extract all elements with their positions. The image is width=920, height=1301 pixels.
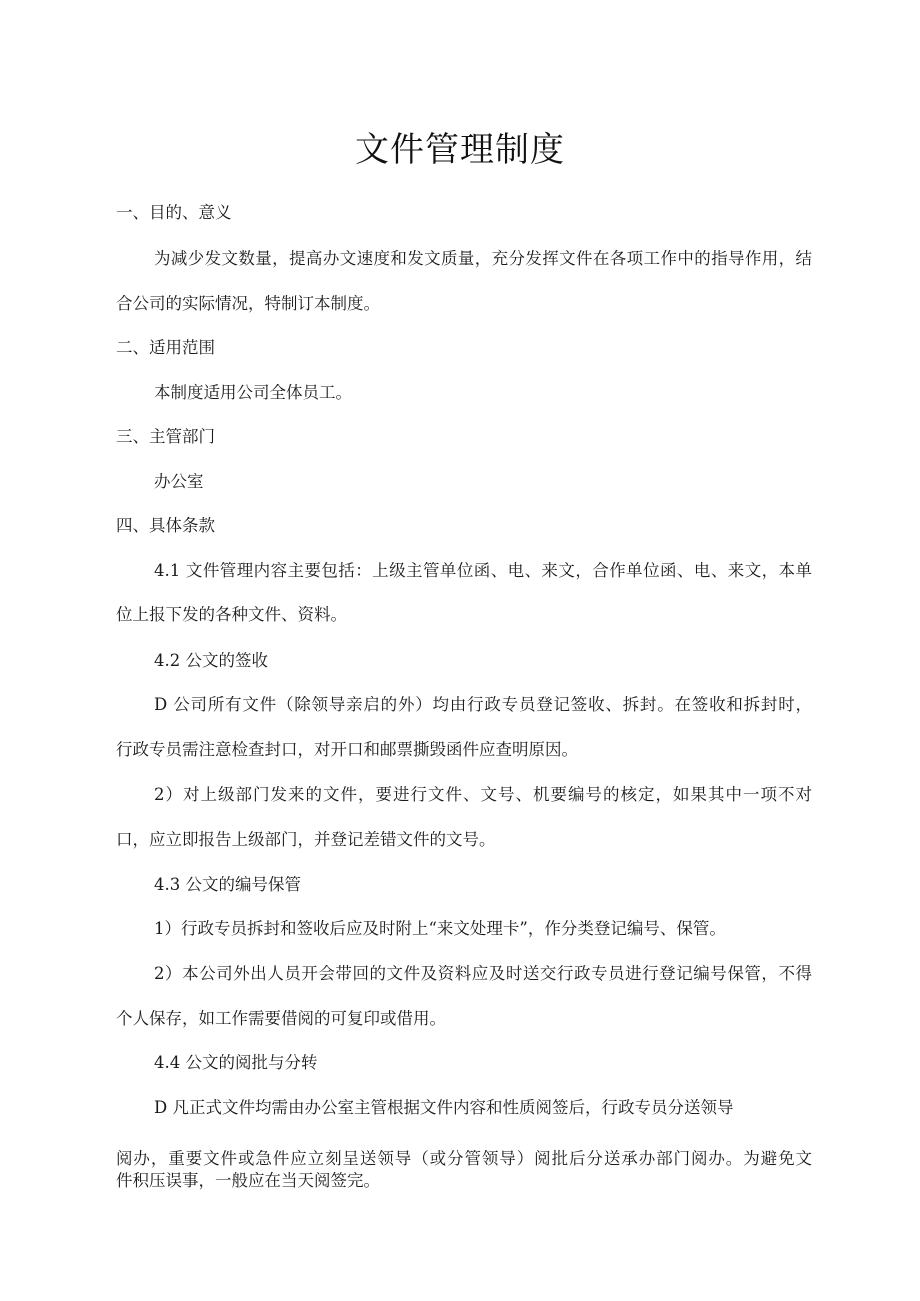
- clause-4-3-heading: 4.3 公文的编号保管: [154, 875, 301, 894]
- clause-4-3-item-1: 1）行政专员拆封和签收后应及时附上“来文处理卡”，作分类登记编号、保管。: [154, 919, 726, 938]
- clause-4-4-item-1-line-3: 件积压误事，一般应在当天阅签完。: [116, 1171, 380, 1190]
- clause-4-4-item-1-line-2: 阅办，重要文件或急件应立刻呈送领导（或分管领导）阅批后分送承办部门阅办。为避免文: [116, 1149, 812, 1168]
- paragraph-purpose-line-1: 为减少发文数量，提高办文速度和发文质量，充分发挥文件在各项工作中的指导作用，结: [154, 249, 812, 268]
- section-heading-department: 三、主管部门: [116, 427, 215, 446]
- clause-4-2-item-1-line-1: D 公司所有文件（除领导亲启的外）均由行政专员登记签收、拆封。在签收和拆封时，: [154, 695, 812, 714]
- paragraph-scope: 本制度适用公司全体员工。: [154, 383, 352, 402]
- section-heading-scope: 二、适用范围: [116, 338, 215, 357]
- clause-4-3-item-2-line-2: 个人保存，如工作需要借阅的可复印或借用。: [116, 1009, 446, 1028]
- clause-4-2-heading: 4.2 公文的签收: [154, 651, 268, 670]
- clause-4-2-item-1-line-2: 行政专员需注意检查封口，对开口和邮票撕毁函件应查明原因。: [116, 740, 578, 759]
- clause-4-1-line-1: 4.1 文件管理内容主要包括：上级主管单位函、电、来文，合作单位函、电、来文，本单: [154, 561, 812, 580]
- document-title: 文件管理制度: [355, 130, 565, 170]
- paragraph-department: 办公室: [154, 472, 204, 491]
- paragraph-purpose-line-2: 合公司的实际情况，特制订本制度。: [116, 294, 380, 313]
- clause-4-3-item-2-line-1: 2）本公司外出人员开会带回的文件及资料应及时送交行政专员进行登记编号保管，不得: [154, 964, 812, 983]
- section-heading-purpose: 一、目的、意义: [116, 203, 232, 222]
- clause-4-4-heading: 4.4 公文的阅批与分转: [154, 1053, 318, 1072]
- clause-4-4-item-1-line-1: D 凡正式文件均需由办公室主管根据文件内容和性质阅签后，行政专员分送领导: [154, 1098, 734, 1117]
- section-heading-clauses: 四、具体条款: [116, 516, 215, 535]
- clause-4-2-item-2-line-1: 2）对上级部门发来的文件，要进行文件、文号、机要编号的核定，如果其中一项不对: [154, 785, 812, 804]
- clause-4-2-item-2-line-2: 口，应立即报告上级部门，并登记差错文件的文号。: [116, 830, 496, 849]
- clause-4-1-line-2: 位上报下发的各种文件、资料。: [116, 605, 347, 624]
